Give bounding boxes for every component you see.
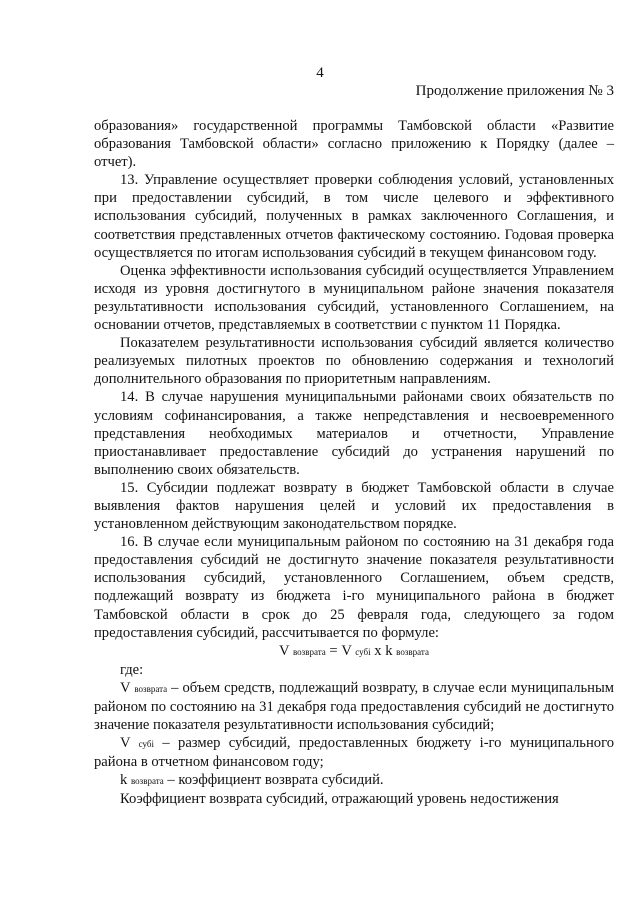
formula-k-return: k возврата — [385, 642, 429, 659]
paragraph-indicator: Показателем результативности использования субсидий является количество реализуемых пилотных проектов по обновлению содержания и технологий дополнительного образования по приоритетным направлениям. — [94, 335, 614, 388]
formula-v-return: V возврата — [279, 642, 326, 659]
paragraph-continuation: образования» государственной программы Тамбовской области «Развитие образования Тамбовской области» согласно приложению к Порядку (далее – отчет). — [94, 118, 614, 171]
formula-v-subi: V субi — [341, 642, 371, 659]
formula: V возврата = V субi x k возврата — [279, 642, 429, 659]
page-number: 4 — [316, 65, 324, 81]
definition-v-subi: V субi – размер субсидий, предоставленных бюджету i-го муниципального района в отчетном финансовом году; — [94, 735, 614, 771]
paragraph-13: 13. Управление осуществляет проверки соблюдения условий, установленных при предоставлении субсидий, в том числе целевого и эффективного использования субсидий, полученных в рамках заключенного Соглашения, и соответствия представленных отчетов фактическому состоянию. Годовая проверка осуществляется по итогам использования субсидий в текущем финансовом году. — [94, 172, 614, 261]
paragraph-16: 16. В случае если муниципальным районом по состоянию на 31 декабря года предоставления субсидий не достигнуто значение показателя результативности использования субсидий, установленного Соглашением, объем средств, подлежащий возврату из бюджета i-го муниципального района в бюджет Тамбовской области в срок до 25 февраля года, следующего за годом предоставления субсидий, рассчитывается по формуле: — [94, 534, 614, 641]
definition-v-return: V возврата – объем средств, подлежащий возврату, в случае если муниципальным районом по состоянию на 31 декабря года предоставления субсидий не достигнуто значение показателя результативности использования субсидий; — [94, 679, 614, 734]
appendix-header: Продолжение приложения № 3 — [415, 83, 614, 99]
paragraph-evaluation: Оценка эффективности использования субсидий осуществляется Управлением исходя из уровня достигнутого в муниципальном районе значения показателя результативности использования субсидий, установленного Соглашением, на основании отчетов, представляемых в соответствии с пунктом 11 Порядка. — [94, 262, 614, 334]
paragraph-14: 14. В случае нарушения муниципальными районами своих обязательств по условиям софинансирования, а также непредставления и несвоевременного представления необходимых материалов и отчетности, Управление приостанавливает предоставление субсидий до устранения нарушений по выполнению своих обязательств. — [94, 389, 614, 478]
paragraph-coefficient: Коэффициент возврата субсидий, отражающий уровень недостижения — [120, 791, 559, 808]
document-body — [94, 117, 614, 809]
paragraph-where: где: — [120, 661, 144, 678]
paragraph-15: 15. Субсидии подлежат возврату в бюджет Тамбовской области в случае выявления фактов нарушения целей и условий их предоставления в установленном действующим законодательством порядке. — [94, 479, 614, 533]
definition-k-return: k возврата – коэффициент возврата субсидий. — [120, 772, 384, 789]
